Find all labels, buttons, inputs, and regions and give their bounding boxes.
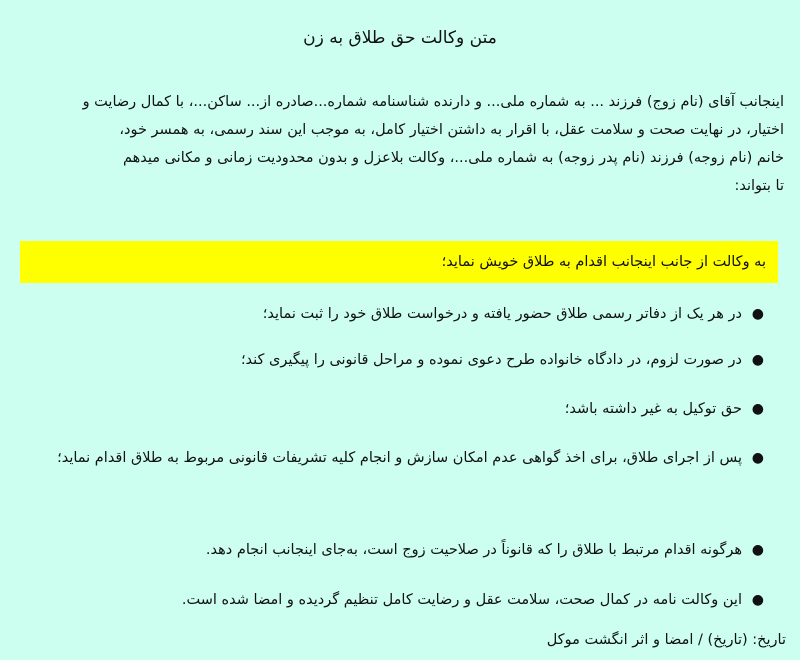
document-title: متن وکالت حق طلاق به زن [303, 28, 497, 48]
list-item [22, 582, 764, 618]
list-item [22, 440, 764, 476]
intro-line: تا بتواند: [734, 178, 784, 194]
list-item-text: در هر یک از دفاتر رسمی طلاق حضور یافته و درخواست طلاق خود را ثبت نماید؛ [262, 306, 742, 322]
date-signature-line: تاریخ: (تاریخ) / امضا و اثر انگشت موکل [546, 632, 786, 648]
bullet-icon: ● [751, 592, 764, 608]
list-item [22, 532, 764, 568]
list-item [22, 342, 764, 378]
list-item-text: این وکالت نامه در کمال صحت، سلامت عقل و رضایت کامل تنظیم گردیده و امضا شده است. [181, 592, 742, 608]
signature-footer [547, 630, 786, 650]
intro-line: اینجانب آقای (نام زوج) فرزند ... به شماره ملی... و دارنده شناسنامه شماره...صادره از... ساکن...، با کمال رضایت و [82, 94, 784, 110]
list-item-text: هرگونه اقدام مرتبط با طلاق را که قانوناً در صلاحیت زوج است، به‌جای اینجانب انجام دهد. [205, 542, 742, 558]
list-item-text: در صورت لزوم، در دادگاه خانواده طرح دعوی نموده و مراحل قانونی را پیگیری کند؛ [240, 352, 742, 368]
list-item-text: پس از اجرای طلاق، برای اخذ گواهی عدم امکان سازش و انجام کلیه تشریفات قانونی مربوط به طلاق اقدام نماید؛ [57, 450, 742, 466]
highlighted-clause-text: به وکالت از جانب اینجانب اقدام به طلاق خویش نماید؛ [441, 254, 766, 270]
intro-paragraph [14, 88, 784, 200]
bullet-icon: ● [751, 352, 764, 368]
list-item-text: حق توکیل به غیر داشته باشد؛ [564, 401, 742, 417]
bullet-icon: ● [751, 306, 764, 322]
bullet-icon: ● [751, 450, 764, 466]
bullet-icon: ● [751, 401, 764, 417]
list-item [22, 296, 764, 332]
list-item [22, 391, 764, 427]
intro-line: اختیار، در نهایت صحت و سلامت عقل، با اقرار به داشتن اختیار کامل، به موجب این سند رسمی، به همسر خود، [119, 122, 784, 138]
bullet-icon: ● [751, 542, 764, 558]
intro-line: خانم (نام زوجه) فرزند (نام پدر زوجه) به شماره ملی...، وکالت بلاعزل و بدون محدودیت زمانی و مکانی میدهم [122, 150, 784, 166]
highlighted-clause [20, 241, 778, 283]
